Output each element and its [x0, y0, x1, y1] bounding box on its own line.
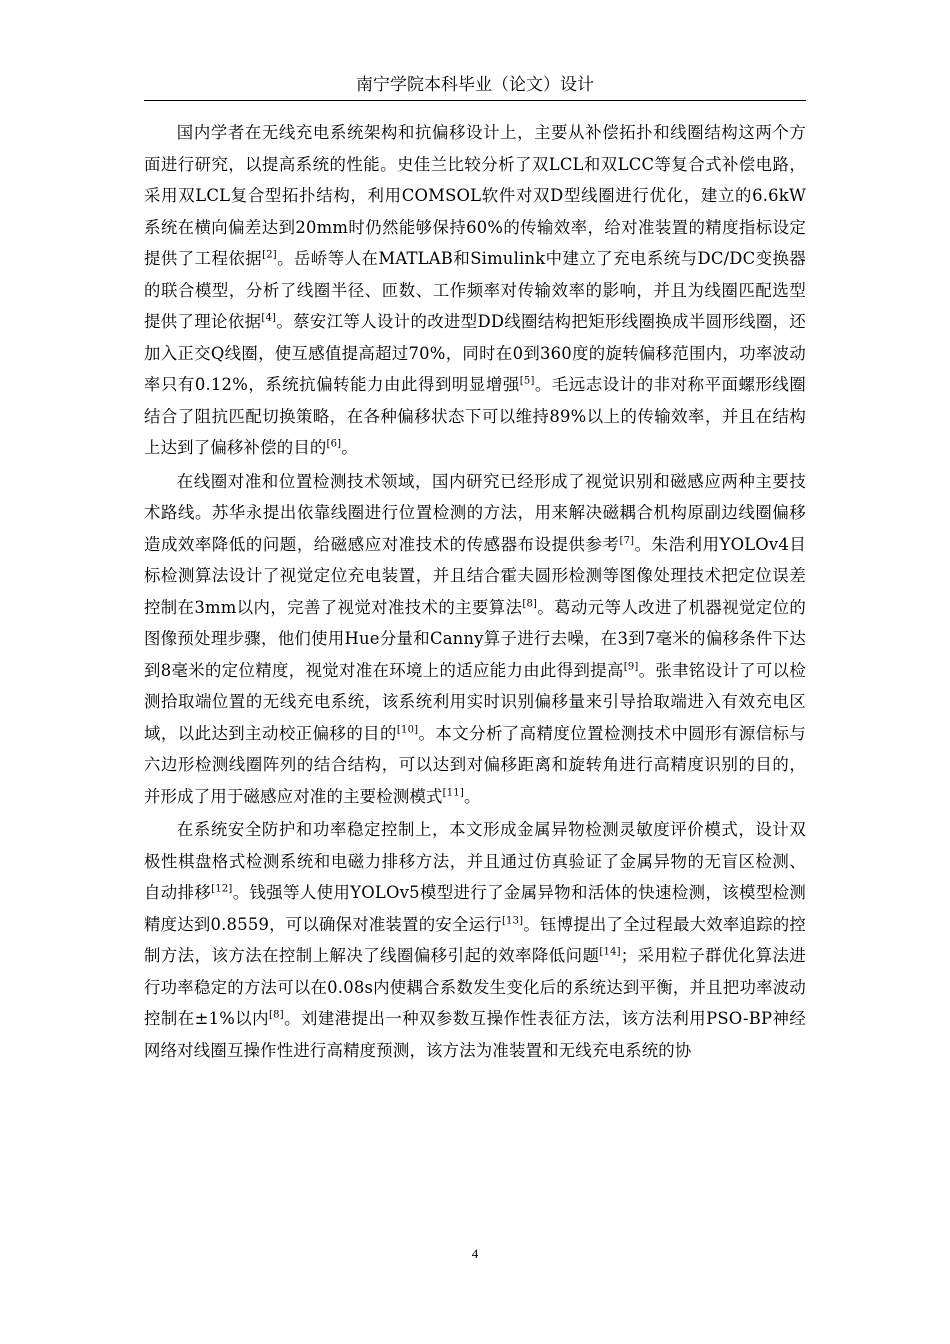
header-divider: [144, 100, 806, 101]
paragraph-alignment-detection: 在线圈对准和位置检测技术领域，国内研究已经形成了视觉识别和磁感应两种主要技术路线。苏华永提出依靠线圈进行位置检测的方法，用来解决磁耦合机构原副边线圈偏移造成效率降低的问题，给磁感应对准技术的传感器布设提供参考[7]。朱浩利用YOLOv4目标检测算法设计了视觉定位充电装置，并且结合霍夫圆形检测等图像处理技术把定位误差控制在3mm以内，完善了视觉对准技术的主要算法[8]。葛动元等人改进了机器视觉定位的图像预处理步骤，他们使用Hue分量和Canny算子进行去噪，在3到7毫米的偏移条件下达到8毫米的定位精度，视觉对准在环境上的适应能力由此得到提高[9]。张聿铭设计了可以检测拾取端位置的无线充电系统，该系统利用实时识别偏移量来引导拾取端进入有效充电区域，以此达到主动校正偏移的目的[10]。本文分析了高精度位置检测技术中圆形有源信标与六边形检测线圈阵列的结合结构，可以达到对偏移距离和旋转角进行高精度识别的目的，并形成了用于磁感应对准的主要检测模式[11]。: [144, 471, 807, 806]
page-header-title: 南宁学院本科毕业（论文）设计: [356, 75, 594, 95]
citation-marker: [2]: [262, 249, 277, 261]
citation-marker: [14]: [599, 946, 621, 958]
citation-marker: [8]: [269, 1009, 284, 1021]
citation-marker: [11]: [442, 787, 464, 799]
citation-marker: [12]: [211, 883, 233, 895]
citation-marker: [8]: [522, 598, 538, 610]
page-number: 4: [471, 1246, 479, 1261]
citation-marker: [5]: [519, 375, 535, 387]
citation-marker: [10]: [396, 724, 419, 736]
paragraph-safety-power-control: 在系统安全防护和功率稳定控制上，本文形成金属异物检测灵敏度评价模式，设计双极性棋盘格式检测系统和电磁力排移方法，并且通过仿真验证了金属异物的无盲区检测、自动排移[12]。钱强等人使用YOLOv5模型进行了金属异物和活体的快速检测，该模型检测精度达到0.8559，可以确保对准装置的安全运行[13]。钰博提出了全过程最大效率追踪的控制方法，该方法在控制上解决了线圈偏移引起的效率降低问题[14]；采用粒子群优化算法进行功率稳定的方法可以在0.08s内使耦合系数发生变化后的系统达到平衡，并且把功率波动控制在±1%以内[8]。刘建港提出一种双参数互操作性表征方法，该方法利用PSO-BP神经网络对线圈互操作性进行高精度预测，该方法为准装置和无线充电系统的协: [144, 820, 806, 1060]
citation-marker: [9]: [623, 661, 639, 673]
body-text: [144, 117, 806, 1066]
citation-marker: [4]: [261, 312, 277, 324]
citation-marker: [7]: [619, 535, 635, 547]
citation-marker: [6]: [326, 438, 342, 450]
paragraph-compensation-topology: 国内学者在无线充电系统架构和抗偏移设计上，主要从补偿拓扑和线圈结构这两个方面进行研究，以提高系统的性能。史佳兰比较分析了双LCL和双LCC等复合式补偿电路，采用双LCL复合型拓扑结构，利用COMSOL软件对双D型线圈进行优化，建立的6.6kW系统在横向偏差达到20mm时仍然能够保持60%的传输效率，给对准装置的精度指标设定提供了工程依据[2]。岳峤等人在MATLAB和Simulink中建立了充电系统与DC/DC变换器的联合模型，分析了线圈半径、匝数、工作频率对传输效率的影响，并且为线圈匹配选型提供了理论依据[4]。蔡安江等人设计的改进型DD线圈结构把矩形线圈换成半圆形线圈，还加入正交Q线圈，使互感值提高超过70%，同时在0到360度的旋转偏移范围内，功率波动率只有0.12%，系统抗偏转能力由此得到明显增强[5]。毛远志设计的非对称平面螺形线圈结合了阻抗匹配切换策略，在各种偏移状态下可以维持89%以上的传输效率，并且在结构上达到了偏移补偿的目的[6]。: [144, 123, 806, 457]
citation-marker: [13]: [501, 915, 524, 927]
